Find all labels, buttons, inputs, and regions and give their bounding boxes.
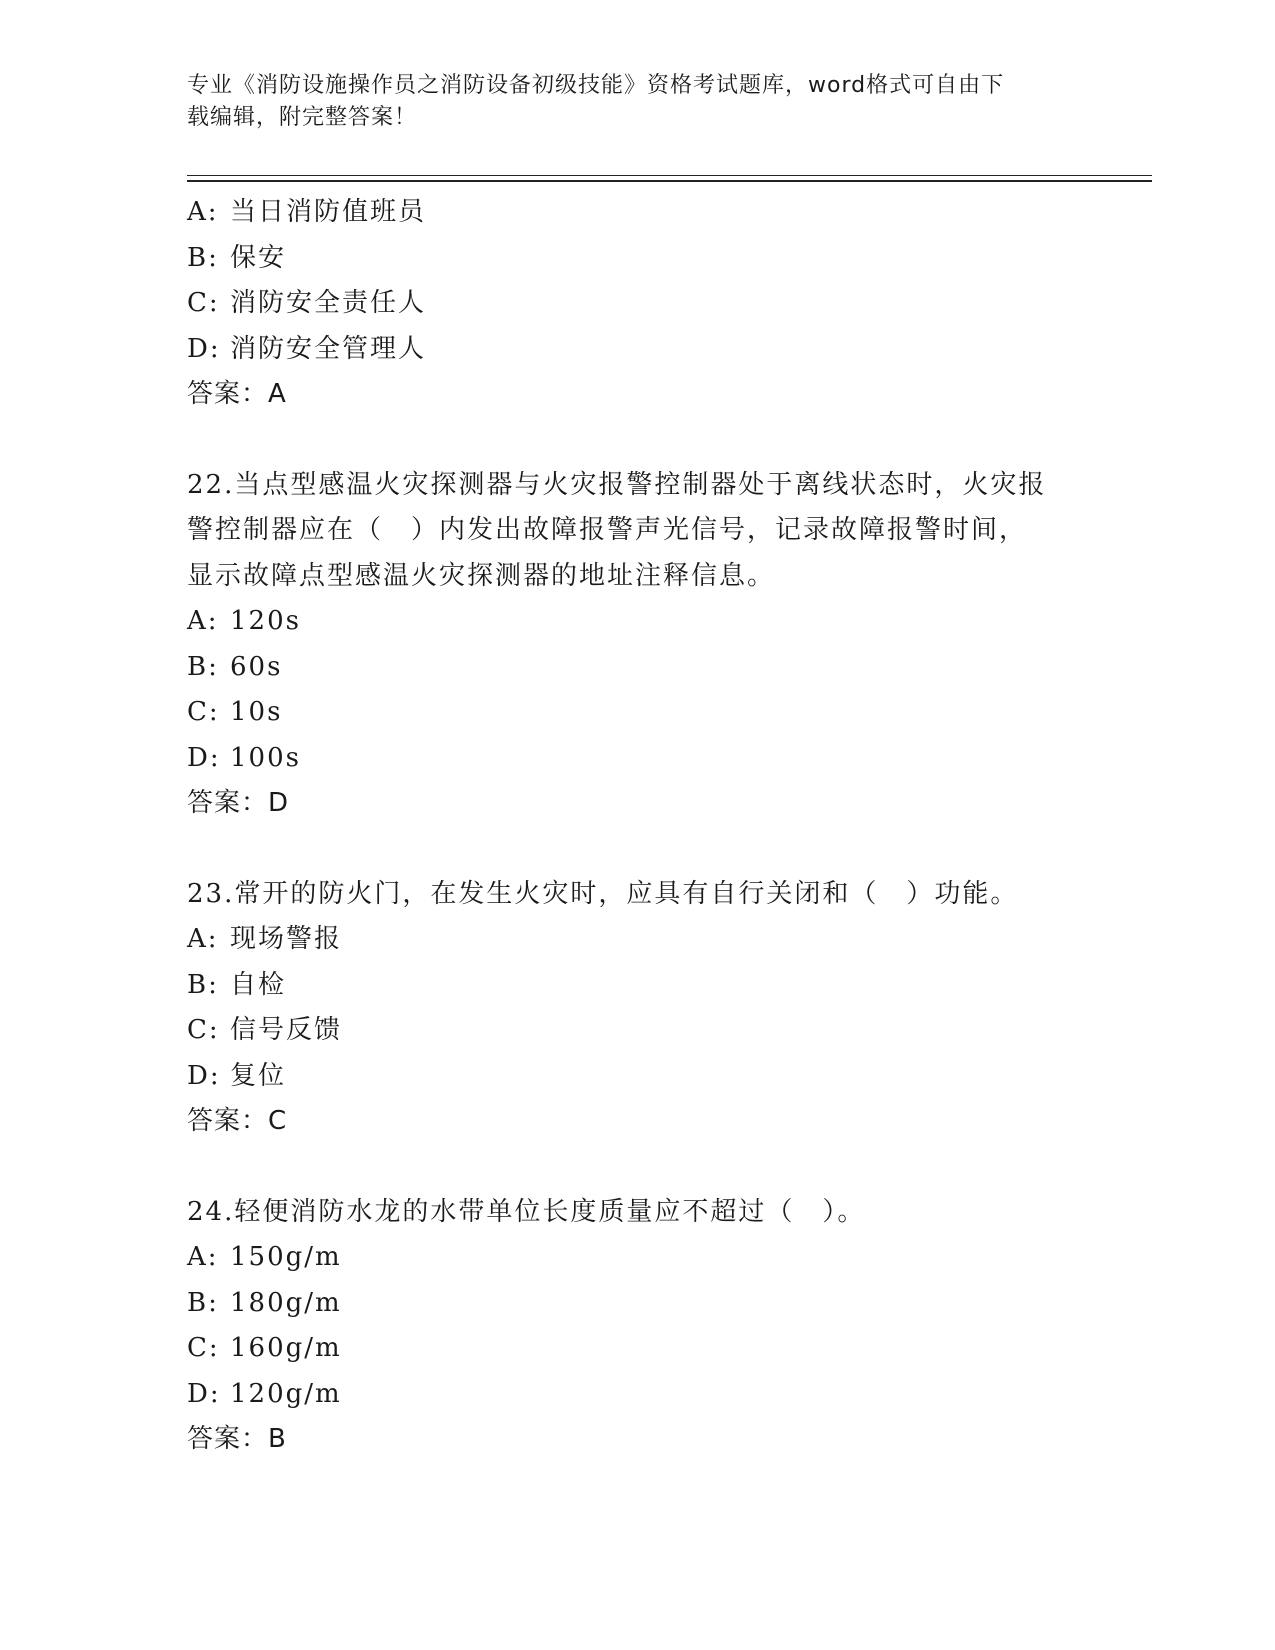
answer-line: 答案：B [187,1424,287,1454]
question-23 [187,872,1087,1145]
option-b [187,1281,1087,1327]
option-text: 复位 [230,1060,287,1091]
option-text: 现场警报 [230,924,343,954]
question-text [187,1190,1067,1236]
option-text: 消防安全管理人 [230,333,427,364]
option-key: A: [187,606,219,636]
question-text-line: 显示故障点型感温火灾探测器的地址注释信息。 [187,560,776,591]
answer-line: 答案：A [187,379,287,409]
answer-line: 答案：D [187,788,290,818]
option-a [187,190,1087,236]
option-key: D: [187,1060,221,1091]
option-c [187,690,1087,736]
option-c [187,1326,1087,1372]
spacer [187,827,1087,872]
option-text: 自检 [230,969,287,1000]
option-text: 10s [230,697,283,727]
option-key: C: [187,1015,220,1045]
question-24 [187,1190,1087,1463]
option-d [187,736,1087,782]
option-d [187,1054,1087,1100]
question-list [187,190,1087,1463]
option-text: 100s [230,742,301,773]
answer-line: 答案：C [187,1106,288,1136]
question-text [187,872,1067,918]
option-key: C: [187,1333,220,1363]
option-text: 160g/m [230,1333,342,1363]
option-key: A: [187,1242,219,1272]
option-text: 150g/m [230,1242,342,1272]
option-key: D: [187,333,221,364]
option-key: D: [187,742,221,773]
question-text-line: 警控制器应在（ ）内发出故障报警声光信号，记录故障报警时间， [187,515,1028,545]
option-key: B: [187,969,219,1000]
header-line-2: 载编辑，附完整答案！ [187,105,418,130]
option-text: 120s [230,606,301,636]
option-key: D: [187,1378,221,1409]
document-header [187,70,1067,134]
option-key: B: [187,651,219,682]
option-b [187,645,1087,691]
option-b [187,236,1087,282]
header-divider-thin [187,175,1152,176]
spacer [187,418,1087,463]
option-a [187,917,1087,963]
option-c [187,281,1087,327]
option-d [187,327,1087,373]
option-a [187,1235,1087,1281]
option-text: 60s [230,651,283,682]
question-text [187,463,1067,600]
option-key: A: [187,197,219,227]
option-a [187,599,1087,645]
option-text: 120g/m [230,1378,342,1409]
question-22 [187,463,1087,827]
option-key: C: [187,288,220,318]
option-key: A: [187,924,219,954]
option-text: 信号反馈 [230,1015,343,1045]
option-key: B: [187,242,219,273]
option-text: 保安 [230,242,287,273]
spacer [187,1145,1087,1190]
header-divider-thick [187,180,1152,182]
option-key: B: [187,1287,219,1318]
question-text-line: 24.轻便消防水龙的水带单位长度质量应不超过（ ）。 [187,1196,866,1227]
option-c [187,1008,1087,1054]
option-text: 180g/m [230,1287,342,1318]
option-text: 当日消防值班员 [230,197,427,227]
question-21-continued [187,190,1087,418]
header-line-1: 专业《消防设施操作员之消防设备初级技能》资格考试题库，word格式可自由下 [187,73,1005,98]
option-b [187,963,1087,1009]
option-d [187,1372,1087,1418]
option-key: C: [187,697,220,727]
option-text: 消防安全责任人 [230,288,427,318]
question-text-line: 23.常开的防火门，在发生火灾时，应具有自行关闭和（ ）功能。 [187,878,1019,909]
question-text-line: 22.当点型感温火灾探测器与火灾报警控制器处于离线状态时，火灾报 [187,469,1047,500]
